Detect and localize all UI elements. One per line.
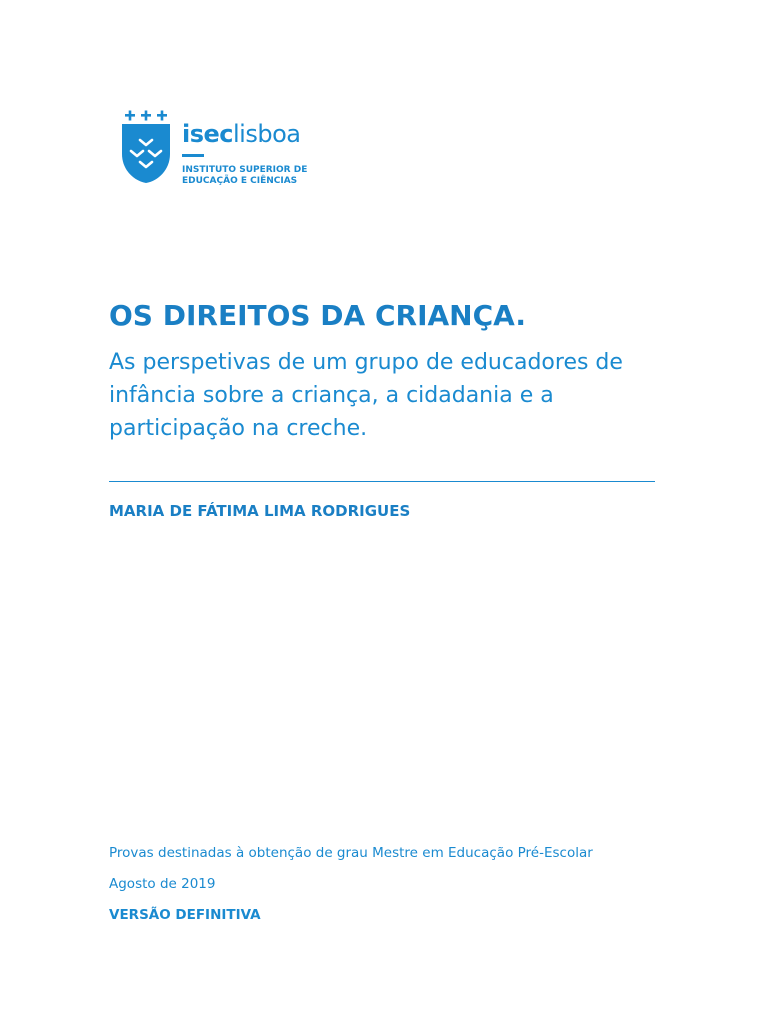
degree-purpose: Provas destinadas à obtenção de grau Mestre em Educação Pré-Escolar <box>109 845 593 861</box>
document-title: OS DIREITOS DA CRIANÇA. <box>109 299 526 332</box>
version-label: VERSÃO DEFINITIVA <box>109 907 261 923</box>
logo-wordmark <box>182 120 300 148</box>
logo-subtitle-line1: INSTITUTO SUPERIOR DE <box>182 165 308 175</box>
shield-crest-icon <box>120 110 174 184</box>
logo-divider <box>182 154 204 157</box>
author-name: MARIA DE FÁTIMA LIMA RODRIGUES <box>109 502 411 520</box>
document-date: Agosto de 2019 <box>109 876 216 892</box>
separator-rule <box>109 481 655 482</box>
document-subtitle <box>109 346 669 445</box>
logo-wordmark-light: lisboa <box>233 120 301 148</box>
subtitle-line1: As perspetivas de um grupo de educadores de <box>109 350 623 375</box>
subtitle-line3: participação na creche. <box>109 416 368 441</box>
logo-subtitle <box>182 165 307 187</box>
logo-subtitle-line2: EDUCAÇÃO E CIÊNCIAS <box>182 176 298 186</box>
subtitle-line2: infância sobre a criança, a cidadania e a <box>109 383 554 408</box>
logo-wordmark-bold: isec <box>182 120 234 148</box>
institution-logo <box>120 110 320 190</box>
